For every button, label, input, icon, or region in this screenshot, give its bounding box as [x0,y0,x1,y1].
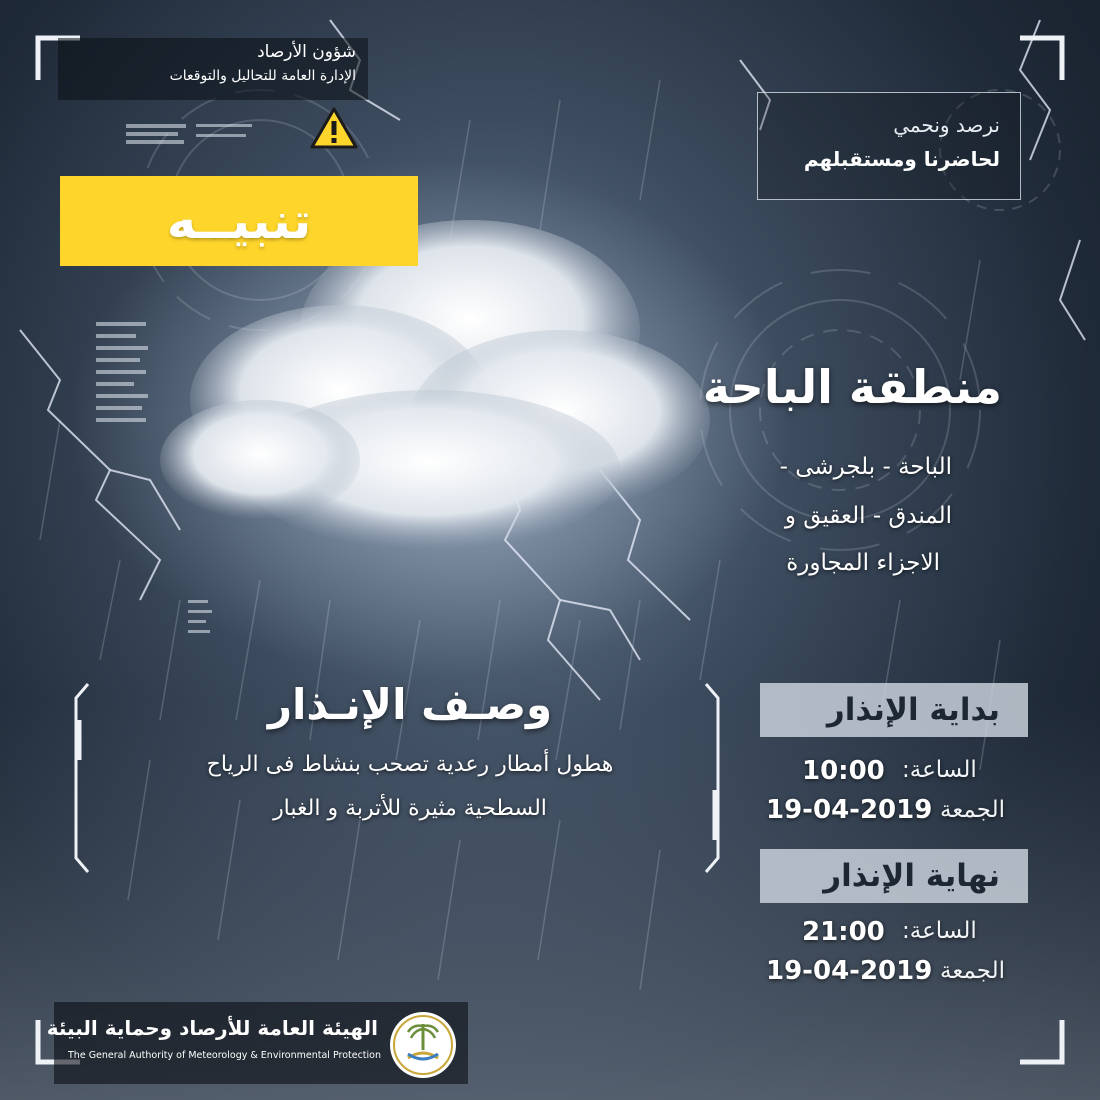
authority-name-arabic: الهيئة العامة للأرصاد وحماية البيئة [46,1016,378,1040]
start-time: 10:00 [802,756,885,786]
region-line-3: الاجزاء المجاورة [786,550,940,576]
start-time-label: الساعة: [902,757,977,783]
department-header [58,38,368,100]
description-title: وصـف الإنـذار [267,680,553,729]
end-time-label: الساعة: [902,918,977,944]
region-title: منطقة الباحة [702,360,1002,414]
alert-banner [60,176,418,266]
authority-name-english: The General Authority of Meteorology & Environmental Protection [68,1050,381,1061]
start-day: الجمعة [940,797,1005,823]
end-day: الجمعة [940,958,1005,984]
start-panel-header [760,683,1028,737]
header-subtitle: الإدارة العامة للتحاليل والتوقعات [169,68,356,84]
start-title: بداية الإنذار [826,692,1000,728]
description-line-2: السطحية مثيرة للأتربة و الغبار [273,796,547,821]
end-date: 19-04-2019 [766,956,933,986]
start-date: 19-04-2019 [766,795,933,825]
end-time: 21:00 [802,917,885,947]
alert-label: تنبيــه [166,192,312,250]
end-panel-header [760,849,1028,903]
slogan-line-2: لحاضرنا ومستقبلهم [803,147,1000,171]
end-title: نهاية الإنذار [823,858,1000,894]
header-title: شؤون الأرصاد [257,42,356,62]
warning-icon [310,106,358,150]
region-line-2: المندق - العقيق و [784,503,952,529]
slogan-box [757,92,1021,200]
description-line-1: هطول أمطار رعدية تصحب بنشاط فى الرياح [206,752,614,777]
palm-swords-emblem-icon [388,1010,458,1080]
slogan-line-1: نرصد ونحمي [893,113,1000,137]
region-line-1: الباحة - بلجرشى - [779,454,952,480]
